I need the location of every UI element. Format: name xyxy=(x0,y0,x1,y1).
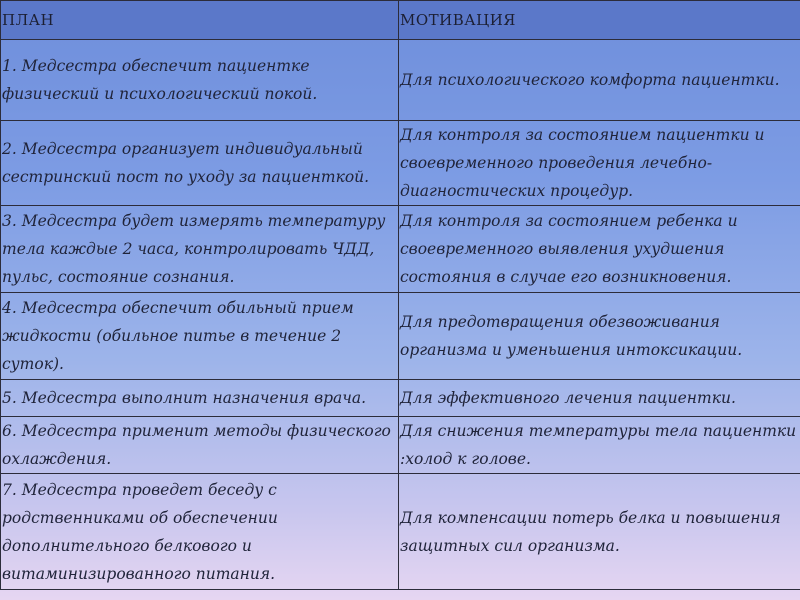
table-row xyxy=(1,40,800,121)
motivation-cell: Для контроля за состоянием пациентки и своевременного проведения лечебно-диагностических процедур. xyxy=(399,121,800,206)
table-row xyxy=(1,206,800,293)
plan-cell: 7. Медсестра проведет беседу с родственниками об обеспечении дополнительного белкового и витаминизированного питания. xyxy=(1,474,399,590)
table-row xyxy=(1,417,800,474)
table-row xyxy=(1,293,800,380)
plan-cell: 5. Медсестра выполнит назначения врача. xyxy=(1,380,399,417)
header-motivation: МОТИВАЦИЯ xyxy=(399,1,800,40)
motivation-cell: Для психологического комфорта пациентки. xyxy=(399,40,800,121)
motivation-cell: Для предотвращения обезвоживания организма и уменьшения интоксикации. xyxy=(399,293,800,380)
motivation-cell: Для эффективного лечения пациентки. xyxy=(399,380,800,417)
header-plan: ПЛАН xyxy=(1,1,399,40)
table-row xyxy=(1,121,800,206)
motivation-cell: Для компенсации потерь белка и повышения защитных сил организма. xyxy=(399,474,800,590)
plan-cell: 6. Медсестра применит методы физического охлаждения. xyxy=(1,417,399,474)
plan-cell: 4. Медсестра обеспечит обильный прием жидкости (обильное питье в течение 2 суток). xyxy=(1,293,399,380)
table-row xyxy=(1,380,800,417)
table-row xyxy=(1,474,800,590)
motivation-cell: Для контроля за состоянием ребенка и своевременного выявления ухудшения состояния в случае его возникновения. xyxy=(399,206,800,293)
motivation-cell: Для снижения температуры тела пациентки :холод к голове. xyxy=(399,417,800,474)
plan-cell: 2. Медсестра организует индивидуальный сестринский пост по уходу за пациенткой. xyxy=(1,121,399,206)
table-header-row xyxy=(1,1,800,40)
plan-cell: 3. Медсестра будет измерять температуру тела каждые 2 часа, контролировать ЧДД, пульс, состояние сознания. xyxy=(1,206,399,293)
plan-cell: 1. Медсестра обеспечит пациентке физический и психологический покой. xyxy=(1,40,399,121)
